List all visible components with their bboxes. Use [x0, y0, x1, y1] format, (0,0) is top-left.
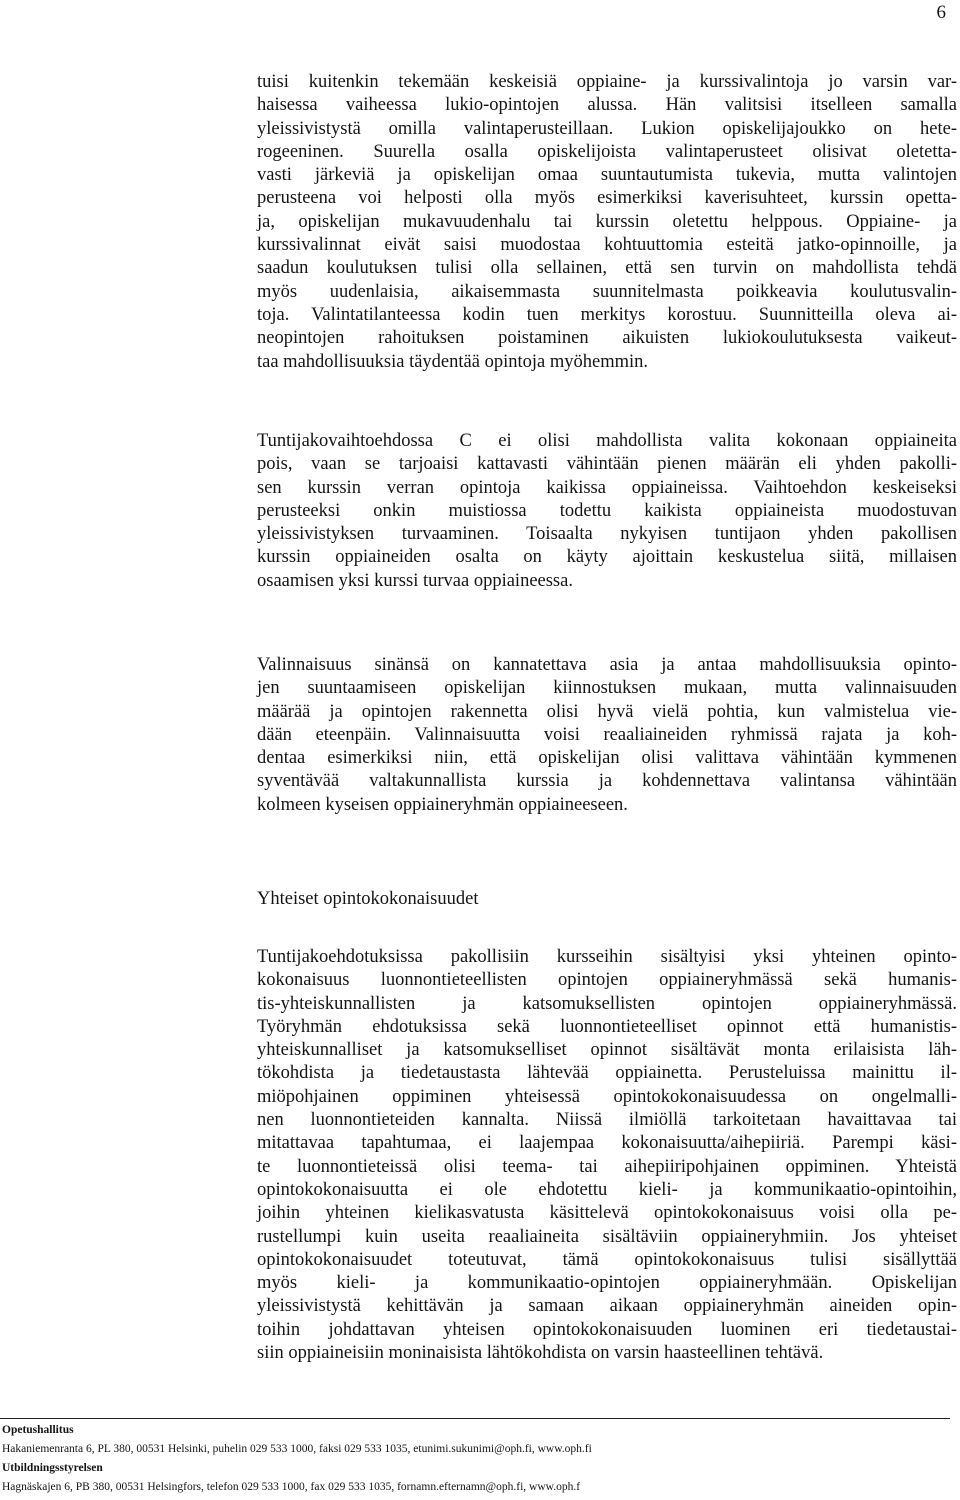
text-line: myös kieli- ja kommunikaatio-opintojen oppiaineryhmään. Opiskelijan — [257, 1273, 957, 1294]
text-line: rustellumpi kuin useita reaaliaineita sisältäviin oppiaineryhmiin. Jos yhteiset — [257, 1226, 957, 1247]
text-line: opintokokonaisuudet toteutuvat, tämä opintokokonaisuus tulisi sisällyttää — [257, 1249, 957, 1270]
text-line: taa mahdollisuuksia täydentää opintoja myöhemmin. — [257, 351, 648, 372]
text-line: vasti järkeviä ja opiskelijan omaa suuntautumista tukevia, mutta valintojen — [257, 165, 957, 186]
text-line: miöpohjainen oppiminen yhteisessä opintokokonaisuudessa on ongelmalli- — [257, 1086, 957, 1107]
text-line: nen luonnontieteiden kannalta. Niissä ilmiöllä tarkoitetaan havaittavaa tai — [257, 1110, 957, 1131]
footer-org-swedish: Utbildningsstyrelsen — [2, 1462, 103, 1474]
text-line: Tuntijakovaihtoehdossa C ei olisi mahdollista valita kokonaan oppiaineita — [257, 431, 957, 451]
text-line: yleissivistystä kehittävän ja samaan aikaan oppiaineryhmän aineiden opin- — [257, 1296, 957, 1317]
text-line: perusteena voi helposti olla myös esimerkiksi kaverisuhteet, kurssin opetta- — [257, 188, 957, 209]
text-line: Valinnaisuus sinänsä on kannatettava asia ja antaa mahdollisuuksia opinto- — [257, 655, 957, 675]
text-line: kurssivalinnat eivät saisi muodostaa kohtuuttomia esteitä jatko-opinnoille, ja — [257, 235, 957, 256]
footer-address-finnish: Hakaniemenranta 6, PL 380, 00531 Helsinki, puhelin 029 533 1000, faksi 029 533 1035, etunimi.sukunimi@oph.fi, www.oph.fi — [2, 1443, 592, 1455]
text-line: Tuntijakoehdotuksissa pakollisiin kursseihin sisältyisi yksi yhteinen opinto- — [257, 947, 957, 967]
text-line: mitattavaa tapahtumaa, ei laajempaa kokonaisuutta/aihepiiriä. Parempi käsi- — [257, 1133, 957, 1154]
text-line: toja. Valintatilanteessa kodin tuen merkitys korostuu. Suunnitteilla oleva ai- — [257, 304, 957, 325]
page-number: 6 — [936, 2, 946, 23]
text-line: myös uudenlaisia, aikaisemmasta suunnitelmasta poikkeavia koulutusvalin- — [257, 281, 957, 302]
text-line: dentaa esimerkiksi niin, että opiskelijan olisi valittava vähintään kymmenen — [257, 748, 957, 769]
paragraph-2 — [257, 430, 957, 593]
text-line: toihin johdattavan yhteisen opintokokonaisuuden luominen eri tiedetaustai- — [257, 1319, 957, 1340]
text-line: perusteeksi onkin muistiossa todettu kaikista oppiaineista muodostuvan — [257, 500, 957, 521]
text-line: saadun koulutuksen tulisi olla sellainen, että sen turvin on mahdollista tehdä — [257, 258, 957, 279]
text-line: kokonaisuus luonnontieteellisten opintojen oppiaineryhmässä sekä humanis- — [257, 970, 957, 991]
text-line: syventävää valtakunnallista kurssia ja kohdennettava valintansa vähintään — [257, 771, 957, 792]
text-line: siin oppiaineisiin moninaisista lähtökohdista on varsin haasteellinen tehtävä. — [257, 1343, 824, 1364]
section-heading: Yhteiset opintokokonaisuudet — [257, 889, 479, 909]
text-line: pois, vaan se tarjoaisi kattavasti vähintään pienen määrän eli yhden pakolli- — [257, 454, 957, 475]
paragraph-3 — [257, 654, 957, 817]
text-line: sen kurssin verran opintoja kaikissa oppiaineissa. Vaihtoehdon keskeiseksi — [257, 477, 957, 498]
text-line: haisessa vaiheessa lukio-opintojen alussa. Hän valitsisi itselleen samalla — [257, 95, 957, 116]
paragraph-1 — [257, 71, 957, 374]
text-line: tökohdista ja tiedetaustasta lähtevää oppiainetta. Perusteluissa mainittu il- — [257, 1063, 957, 1084]
text-line: tis-yhteiskunnallisten ja katsomuksellisten opintojen oppiaineryhmässä. — [257, 993, 957, 1014]
paragraph-4 — [257, 946, 957, 1365]
text-line: kurssin oppiaineiden osalta on käyty ajoittain keskustelua siitä, millaisen — [257, 547, 957, 568]
text-line: neopintojen rahoituksen poistaminen aikuisten lukiokoulutuksesta vaikeut- — [257, 328, 957, 349]
text-line: opintokokonaisuutta ei ole ehdotettu kieli- ja kommunikaatio-opintoihin, — [257, 1179, 957, 1200]
text-line: yhteiskunnalliset ja katsomukselliset opinnot sisältävät monta erilaisista läh- — [257, 1040, 957, 1061]
text-line: määrää ja opintojen rakennetta olisi hyvä vielä pohtia, kun valmistelua vie- — [257, 701, 957, 722]
text-line: ja, opiskelijan mukavuudenhalu tai kurssin oletettu helppous. Oppiaine- ja — [257, 211, 957, 232]
text-line: dään eteenpäin. Valinnaisuutta voisi reaaliaineiden ryhmissä rajata ja koh- — [257, 724, 957, 745]
text-line: osaamisen yksi kurssi turvaa oppiaineessa. — [257, 570, 573, 591]
text-line: kolmeen kyseisen oppiaineryhmän oppiaineeseen. — [257, 794, 628, 815]
text-line: Työryhmän ehdotuksissa sekä luonnontieteelliset opinnot että humanistis- — [257, 1016, 957, 1037]
text-line: jen suuntaamiseen opiskelijan kiinnostuksen mukaan, mutta valinnaisuuden — [257, 678, 957, 699]
text-line: joihin yhteinen kielikasvatusta käsittelevä opintokokonaisuus voisi olla pe- — [257, 1203, 957, 1224]
text-line: rogeeninen. Suurella osalla opiskelijoista valintaperusteet olisivat oletetta- — [257, 141, 957, 162]
footer — [2, 1421, 952, 1497]
text-line: yleissivistyksen turvaaminen. Toisaalta nykyisen tuntijaon yhden pakollisen — [257, 524, 957, 545]
text-line: tuisi kuitenkin tekemään keskeisiä oppiaine- ja kurssivalintoja jo varsin var- — [257, 72, 957, 92]
footer-divider — [0, 1418, 950, 1419]
text-line: yleissivistystä omilla valintaperusteillaan. Lukion opiskelijajoukko on hete- — [257, 118, 957, 139]
text-line: te luonnontieteissä olisi teema- tai aihepiiripohjainen oppiminen. Yhteistä — [257, 1156, 957, 1177]
footer-org-finnish: Opetushallitus — [2, 1424, 74, 1436]
footer-address-swedish: Hagnäskajen 6, PB 380, 00531 Helsingfors, telefon 029 533 1000, fax 029 533 1035, fornamn.efternamn@oph.fi, www.oph.f — [2, 1481, 581, 1493]
